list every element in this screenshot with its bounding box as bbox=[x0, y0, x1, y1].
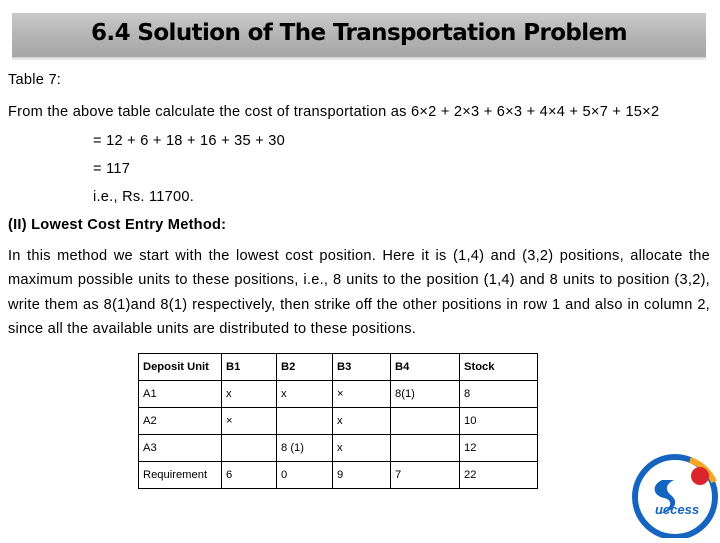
table-label: Table 7: bbox=[8, 72, 62, 88]
table-cell: 22 bbox=[460, 462, 538, 489]
table-cell: x bbox=[222, 381, 277, 408]
success-logo bbox=[632, 452, 718, 538]
table-row bbox=[139, 381, 538, 408]
logo-red-dot bbox=[691, 467, 709, 485]
table-cell: 0 bbox=[277, 462, 333, 489]
table-cell: × bbox=[222, 408, 277, 435]
table-cell: × bbox=[333, 381, 391, 408]
table-row bbox=[139, 462, 538, 489]
header-cell: B4 bbox=[391, 354, 460, 381]
header-cell: Deposit Unit bbox=[139, 354, 222, 381]
table-cell bbox=[391, 435, 460, 462]
table-cell: x bbox=[333, 435, 391, 462]
table-cell: A3 bbox=[139, 435, 222, 462]
calc-step-1: = 12 + 6 + 18 + 16 + 35 + 30 bbox=[93, 133, 286, 149]
table-cell bbox=[277, 408, 333, 435]
logo-wordmark: uccess bbox=[654, 502, 700, 517]
calc-step-2: = 117 bbox=[93, 161, 131, 177]
table-row bbox=[139, 435, 538, 462]
allocation-table bbox=[138, 353, 538, 489]
table-cell: 8(1) bbox=[391, 381, 460, 408]
header-cell: B3 bbox=[333, 354, 391, 381]
header-cell: B2 bbox=[277, 354, 333, 381]
table-cell: 8 (1) bbox=[277, 435, 333, 462]
calc-step-3: i.e., Rs. 11700. bbox=[93, 189, 195, 205]
table-cell: 12 bbox=[460, 435, 538, 462]
table-cell: 7 bbox=[391, 462, 460, 489]
page-title: 6.4 Solution of The Transportation Problem bbox=[91, 20, 627, 46]
table-cell bbox=[391, 408, 460, 435]
header-cell: B1 bbox=[222, 354, 277, 381]
cost-sentence: From the above table calculate the cost of transportation as 6×2 + 2×3 + 6×3 + 4×4 + 5×7 + 15×2 bbox=[8, 104, 660, 120]
table-cell: A2 bbox=[139, 408, 222, 435]
table-cell: 9 bbox=[333, 462, 391, 489]
title-bar bbox=[12, 13, 706, 57]
success-logo-icon bbox=[632, 452, 718, 538]
table-cell: x bbox=[277, 381, 333, 408]
method-paragraph: In this method we start with the lowest cost position. Here it is (1,4) and (3,2) positions, allocate the maximum possible units to these positions, i.e., 8 units to the position (1,4) and 8 units to position (3,2), write them as 8(1)and 8(1) respectively, then strike off the other positions in row 1 and also in column 2, since all the available units are distributed to these positions. bbox=[8, 248, 710, 337]
table-header-row bbox=[139, 354, 538, 381]
table-row bbox=[139, 408, 538, 435]
table-cell: A1 bbox=[139, 381, 222, 408]
section-heading: (II) Lowest Cost Entry Method: bbox=[8, 217, 227, 233]
table-cell: 8 bbox=[460, 381, 538, 408]
table-cell: 6 bbox=[222, 462, 277, 489]
table-cell bbox=[222, 435, 277, 462]
table-cell: x bbox=[333, 408, 391, 435]
table-cell: Requirement bbox=[139, 462, 222, 489]
table-cell: 10 bbox=[460, 408, 538, 435]
header-cell: Stock bbox=[460, 354, 538, 381]
